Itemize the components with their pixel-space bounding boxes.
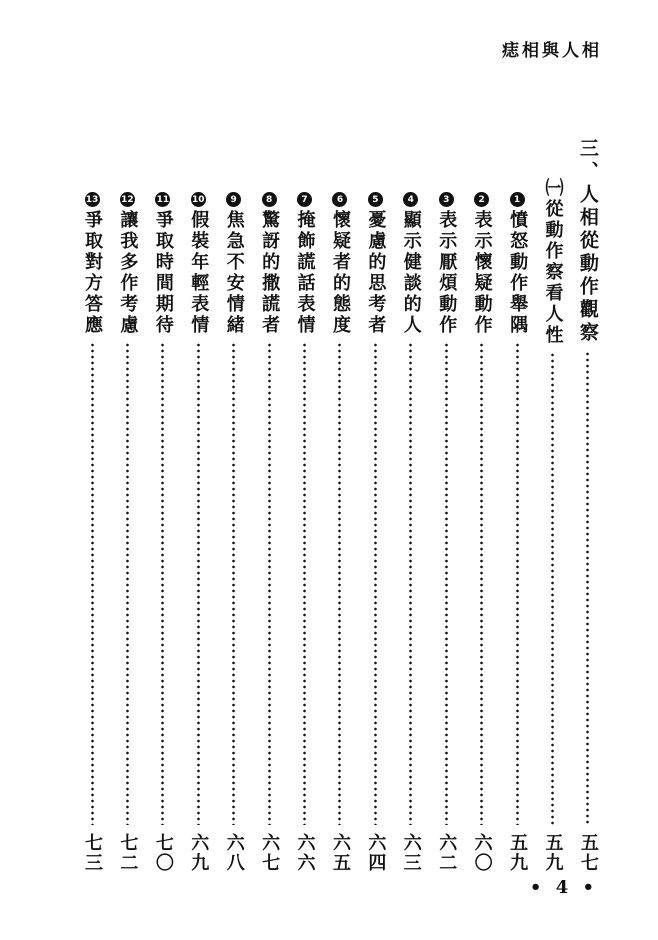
dot-leader	[91, 342, 94, 825]
entry-title: 假裝年輕表情	[188, 210, 210, 336]
entry-title: 讓我多作考慮	[117, 210, 139, 336]
entry-number-badge: 6	[332, 192, 347, 207]
entry-title: 憂慮的思考者	[365, 210, 387, 336]
dot-leader	[516, 342, 519, 825]
entry-title: 焦急不安情緒	[223, 210, 245, 336]
dot-leader	[232, 342, 235, 825]
toc-entry[interactable]	[328, 138, 352, 873]
toc-entry[interactable]	[540, 138, 564, 873]
dot-leader	[303, 342, 306, 825]
entry-number-badge: 1	[510, 192, 525, 207]
entry-page-number: 六九	[188, 833, 210, 873]
dot-leader	[161, 342, 164, 825]
entry-number-badge: 3	[439, 192, 454, 207]
entry-page-number: 七二	[117, 833, 139, 873]
entry-page-number: 六〇	[471, 833, 493, 873]
toc-entry[interactable]	[576, 138, 600, 873]
dot-leader	[445, 342, 448, 825]
entry-page-number: 七三	[82, 833, 103, 873]
entry-title: 憤怒動作舉隅	[507, 210, 529, 336]
toc-entry[interactable]	[399, 138, 423, 873]
entry-title: 爭取對方答應	[82, 210, 103, 336]
toc-entry[interactable]	[257, 138, 281, 873]
entry-page-number: 六六	[294, 833, 316, 873]
toc-entry[interactable]	[80, 138, 104, 873]
page-number: • 4 •	[529, 877, 598, 898]
toc-entry[interactable]	[115, 138, 139, 873]
entry-title: ㈠從動作察看人性	[542, 178, 564, 346]
entry-title: 表示懷疑動作	[471, 210, 493, 336]
entry-number-badge: 5	[368, 192, 383, 207]
dot-leader	[551, 352, 554, 825]
toc-entry[interactable]	[222, 138, 246, 873]
entry-page-number: 五九	[507, 833, 529, 873]
entry-title: 掩飾謊話表情	[294, 210, 316, 336]
toc-entry[interactable]	[186, 138, 210, 873]
entry-page-number: 五七	[577, 833, 599, 873]
entry-page-number: 六五	[329, 833, 351, 873]
toc-entry[interactable]	[363, 138, 387, 873]
toc-entry[interactable]	[434, 138, 458, 873]
entry-page-number: 六七	[259, 833, 281, 873]
entry-number-badge: 11	[155, 192, 170, 207]
entry-page-number: 六三	[400, 833, 422, 873]
entry-title: 驚訝的撒謊者	[259, 210, 281, 336]
entry-title: 表示厭煩動作	[436, 210, 458, 336]
entry-number-badge: 4	[403, 192, 418, 207]
entry-number-badge: 8	[262, 192, 277, 207]
entry-title: 顯示健談的人	[400, 210, 422, 336]
entry-number-badge: 12	[120, 192, 135, 207]
entry-page-number: 六四	[365, 833, 387, 873]
dot-leader	[409, 342, 412, 825]
entry-page-number: 五九	[542, 833, 564, 873]
dot-leader	[338, 342, 341, 825]
entry-number-badge: 9	[226, 192, 241, 207]
table-of-contents	[80, 138, 600, 873]
toc-entry[interactable]	[293, 138, 317, 873]
entry-number-badge: 7	[297, 192, 312, 207]
entry-number-badge: 13	[85, 192, 100, 207]
entry-page-number: 七〇	[152, 833, 174, 873]
entry-title: 爭取時間期待	[152, 210, 174, 336]
toc-entry[interactable]	[505, 138, 529, 873]
toc-entry[interactable]	[151, 138, 175, 873]
entry-title: 懷疑者的態度	[329, 210, 351, 336]
dot-leader	[197, 342, 200, 825]
entry-title: 三、人相從動作觀察	[576, 138, 599, 345]
dot-leader	[480, 342, 483, 825]
running-head: 痣相與人相	[502, 41, 602, 61]
dot-leader	[374, 342, 377, 825]
dot-leader	[126, 342, 129, 825]
entry-number-badge: 10	[191, 192, 206, 207]
toc-entry[interactable]	[470, 138, 494, 873]
dot-leader	[268, 342, 271, 825]
entry-page-number: 六二	[436, 833, 458, 873]
entry-page-number: 六八	[223, 833, 245, 873]
dot-leader	[586, 351, 589, 825]
entry-number-badge: 2	[474, 192, 489, 207]
